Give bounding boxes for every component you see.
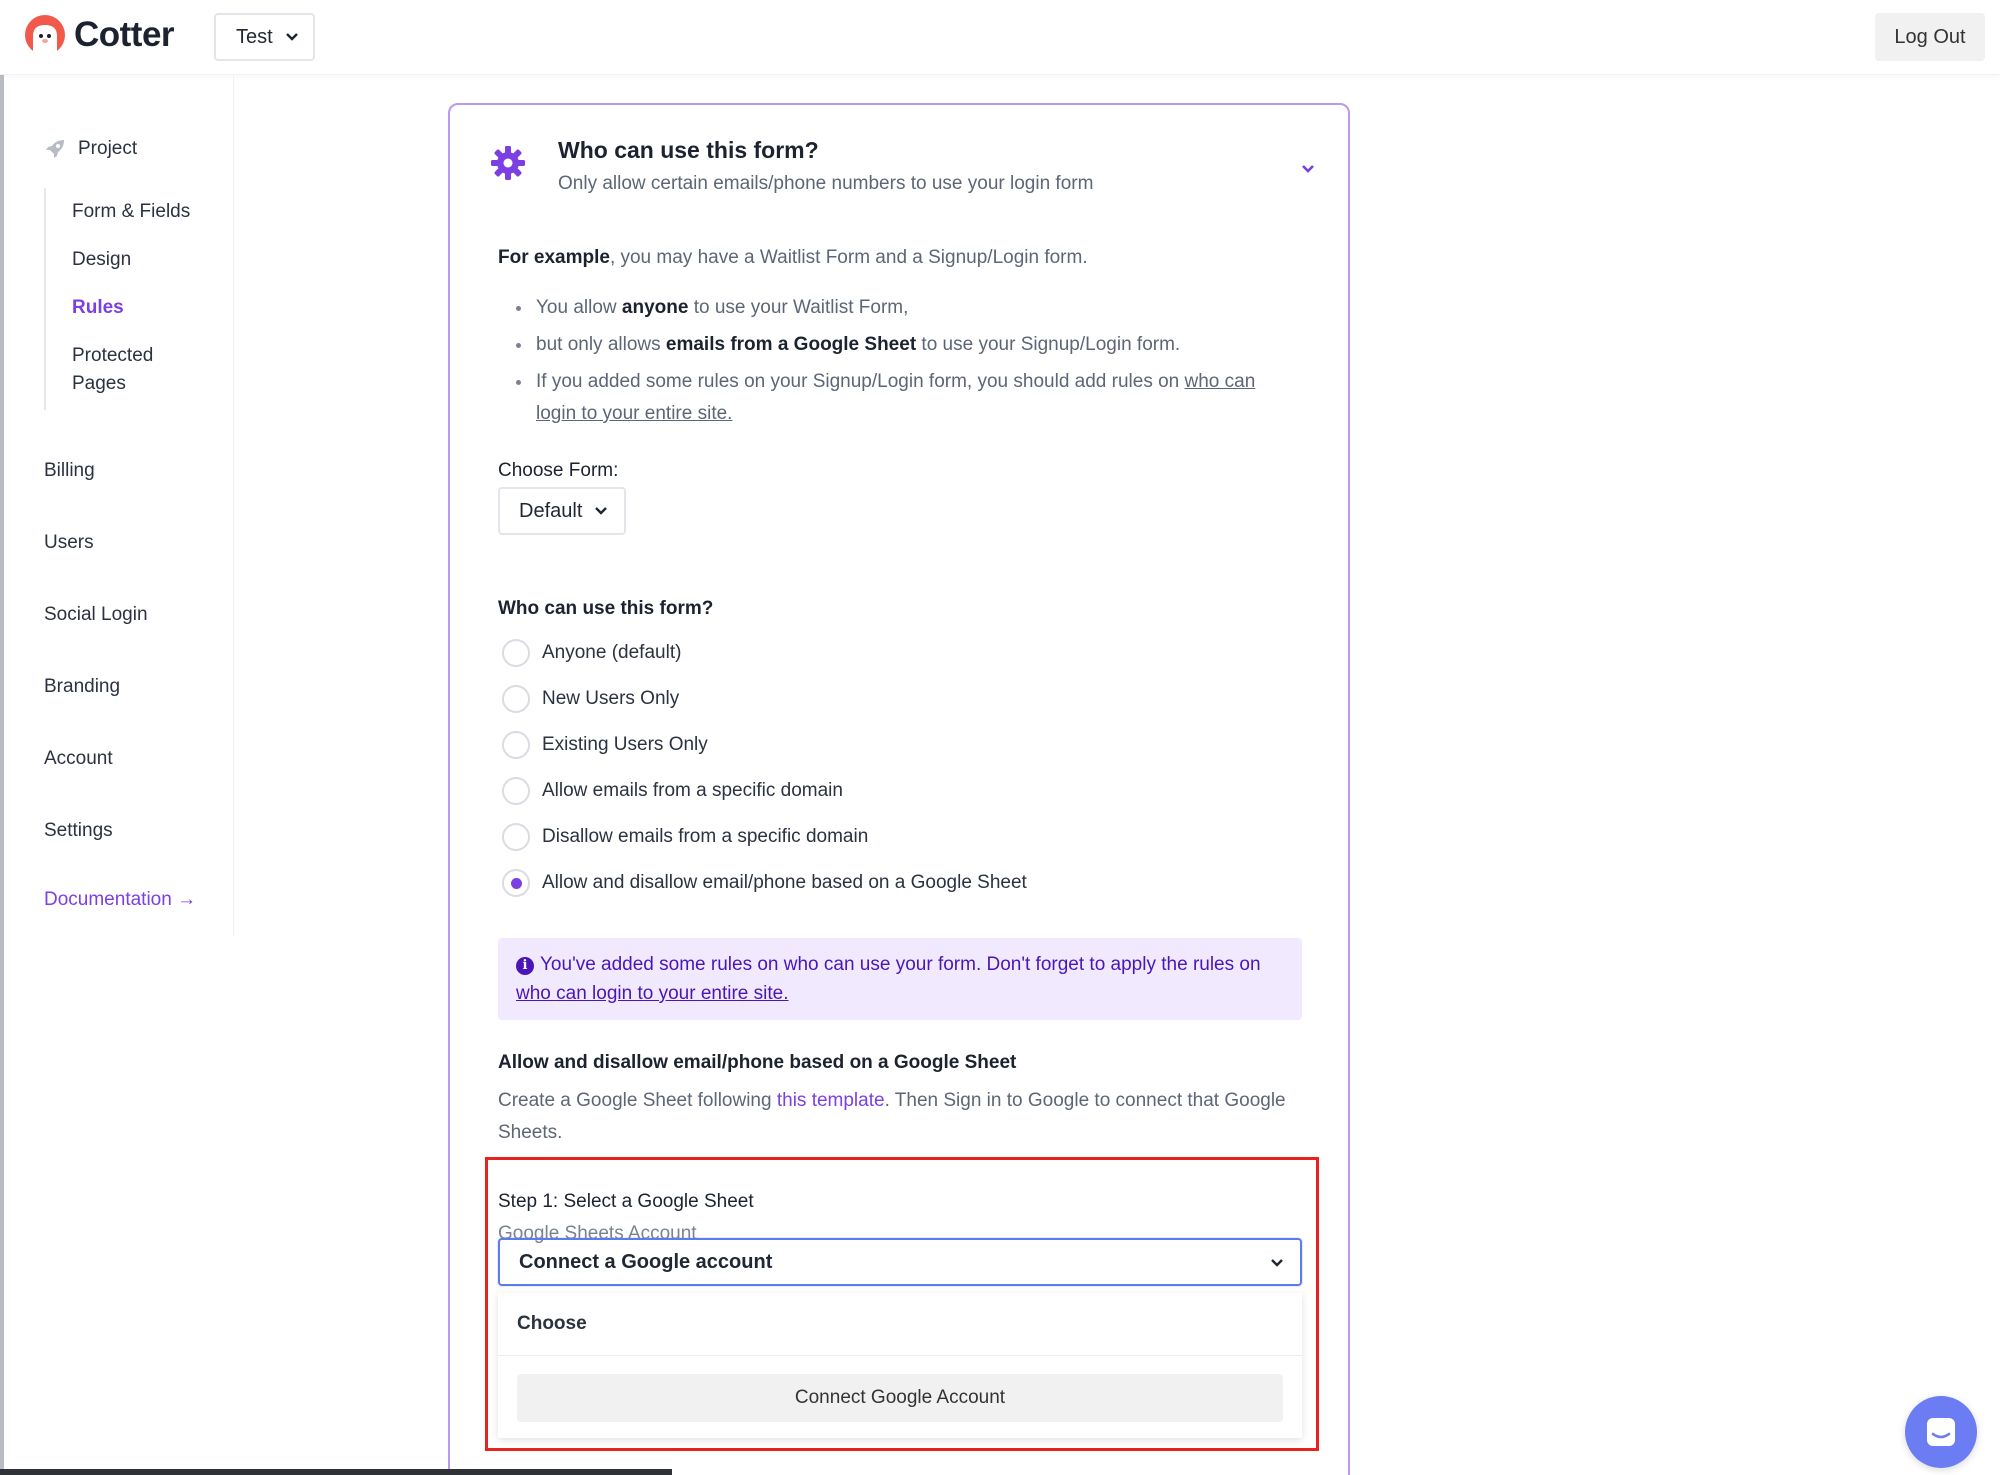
example-list — [498, 292, 1298, 435]
google-account-select-value: Connect a Google account — [519, 1250, 773, 1273]
sidebar-item-rules[interactable]: Rules — [72, 297, 124, 318]
top-bar — [0, 0, 2000, 75]
form-selector[interactable] — [498, 487, 626, 535]
radio-disallow-domain[interactable]: Disallow emails from a specific domain — [502, 823, 868, 851]
sheet-description: Create a Google Sheet following this template. Then Sign in to Google to connect that Google Sheets. — [498, 1090, 1286, 1143]
chevron-down-icon — [285, 32, 299, 42]
site-rules-link[interactable]: who can login to your entire site. — [536, 371, 1256, 424]
sidebar-item-protected-pages[interactable] — [72, 342, 153, 398]
cotter-logo-icon — [24, 14, 66, 56]
radio-existing-users[interactable]: Existing Users Only — [502, 731, 708, 759]
template-link[interactable]: this template — [776, 1090, 885, 1111]
google-account-select[interactable] — [498, 1238, 1302, 1286]
radio-button[interactable] — [502, 731, 530, 759]
radio-button-checked[interactable] — [502, 869, 530, 897]
chevron-down-icon — [1270, 1258, 1284, 1268]
google-account-dropdown — [498, 1293, 1302, 1438]
radio-button[interactable] — [502, 639, 530, 667]
connect-google-button[interactable]: Connect Google Account — [517, 1374, 1283, 1422]
info-icon: i — [516, 957, 534, 975]
sidebar-sub-divider — [44, 188, 46, 410]
example-bold: For example — [498, 247, 610, 268]
sidebar-item-settings[interactable]: Settings — [44, 820, 113, 841]
chevron-down-icon — [594, 506, 608, 516]
step1-subtitle: Google Sheets Account — [498, 1223, 697, 1244]
collapse-chevron-icon[interactable] — [1300, 163, 1316, 175]
divider — [498, 1355, 1302, 1356]
chat-icon — [1922, 1413, 1960, 1451]
project-selector-value: Test — [236, 25, 273, 48]
documentation-link[interactable]: Documentation → — [44, 889, 197, 910]
sidebar-item-protected-label-1: Protected — [72, 345, 154, 366]
radio-anyone[interactable]: Anyone (default) — [502, 639, 681, 667]
scrollbar[interactable] — [0, 1469, 672, 1475]
choose-form-label: Choose Form: — [498, 460, 619, 481]
list-item: You allow anyone to use your Waitlist Form, — [498, 292, 1298, 324]
sidebar-item-billing[interactable]: Billing — [44, 460, 95, 481]
sidebar-item-project-label: Project — [78, 138, 138, 159]
radio-button[interactable] — [502, 685, 530, 713]
radio-google-sheet[interactable]: Allow and disallow email/phone based on a Google Sheet — [502, 869, 1027, 897]
chat-launcher[interactable] — [1905, 1396, 1977, 1468]
app-name: Cotter — [74, 15, 175, 54]
sidebar-item-account[interactable]: Account — [44, 748, 113, 769]
radio-allow-domain[interactable]: Allow emails from a specific domain — [502, 777, 843, 805]
sidebar-item-social-login[interactable]: Social Login — [44, 604, 148, 625]
dropdown-header: Choose — [517, 1313, 587, 1334]
sidebar-item-form-fields[interactable]: Form & Fields — [72, 201, 191, 222]
form-selector-value: Default — [519, 499, 583, 522]
example-paragraph — [498, 242, 1088, 274]
rules-card — [448, 103, 1350, 1475]
radio-button[interactable] — [502, 777, 530, 805]
app-logo[interactable] — [24, 14, 174, 56]
example-text: , you may have a Waitlist Form and a Signup/Login form. — [609, 247, 1088, 268]
sidebar-item-branding[interactable]: Branding — [44, 676, 121, 697]
logout-button[interactable]: Log Out — [1875, 13, 1985, 61]
card-subtitle: Only allow certain emails/phone numbers to use your login form — [558, 173, 1094, 194]
rocket-icon — [44, 138, 66, 160]
info-alert — [498, 938, 1302, 1020]
sidebar-item-protected-label-2: Pages — [72, 373, 126, 394]
step1-title: Step 1: Select a Google Sheet — [498, 1191, 754, 1212]
alert-link[interactable]: who can login to your entire site. — [516, 983, 789, 1004]
alert-text: You've added some rules on who can use your form. Don't forget to apply the rules on — [540, 954, 1261, 975]
sidebar — [4, 76, 234, 936]
list-item: but only allows emails from a Google Sheet to use your Signup/Login form. — [498, 329, 1298, 361]
sidebar-item-project[interactable] — [44, 138, 137, 160]
radio-button[interactable] — [502, 823, 530, 851]
project-selector[interactable] — [214, 13, 315, 61]
list-item: If you added some rules on your Signup/Login form, you should add rules on who can login to your entire site. — [498, 366, 1298, 430]
radio-new-users[interactable]: New Users Only — [502, 685, 679, 713]
who-can-use-label: Who can use this form? — [498, 598, 714, 619]
card-title: Who can use this form? — [558, 137, 819, 163]
sheet-section-title: Allow and disallow email/phone based on a Google Sheet — [498, 1052, 1017, 1073]
gear-icon — [490, 145, 526, 181]
sidebar-item-design[interactable]: Design — [72, 249, 132, 270]
sidebar-item-users[interactable]: Users — [44, 532, 94, 553]
